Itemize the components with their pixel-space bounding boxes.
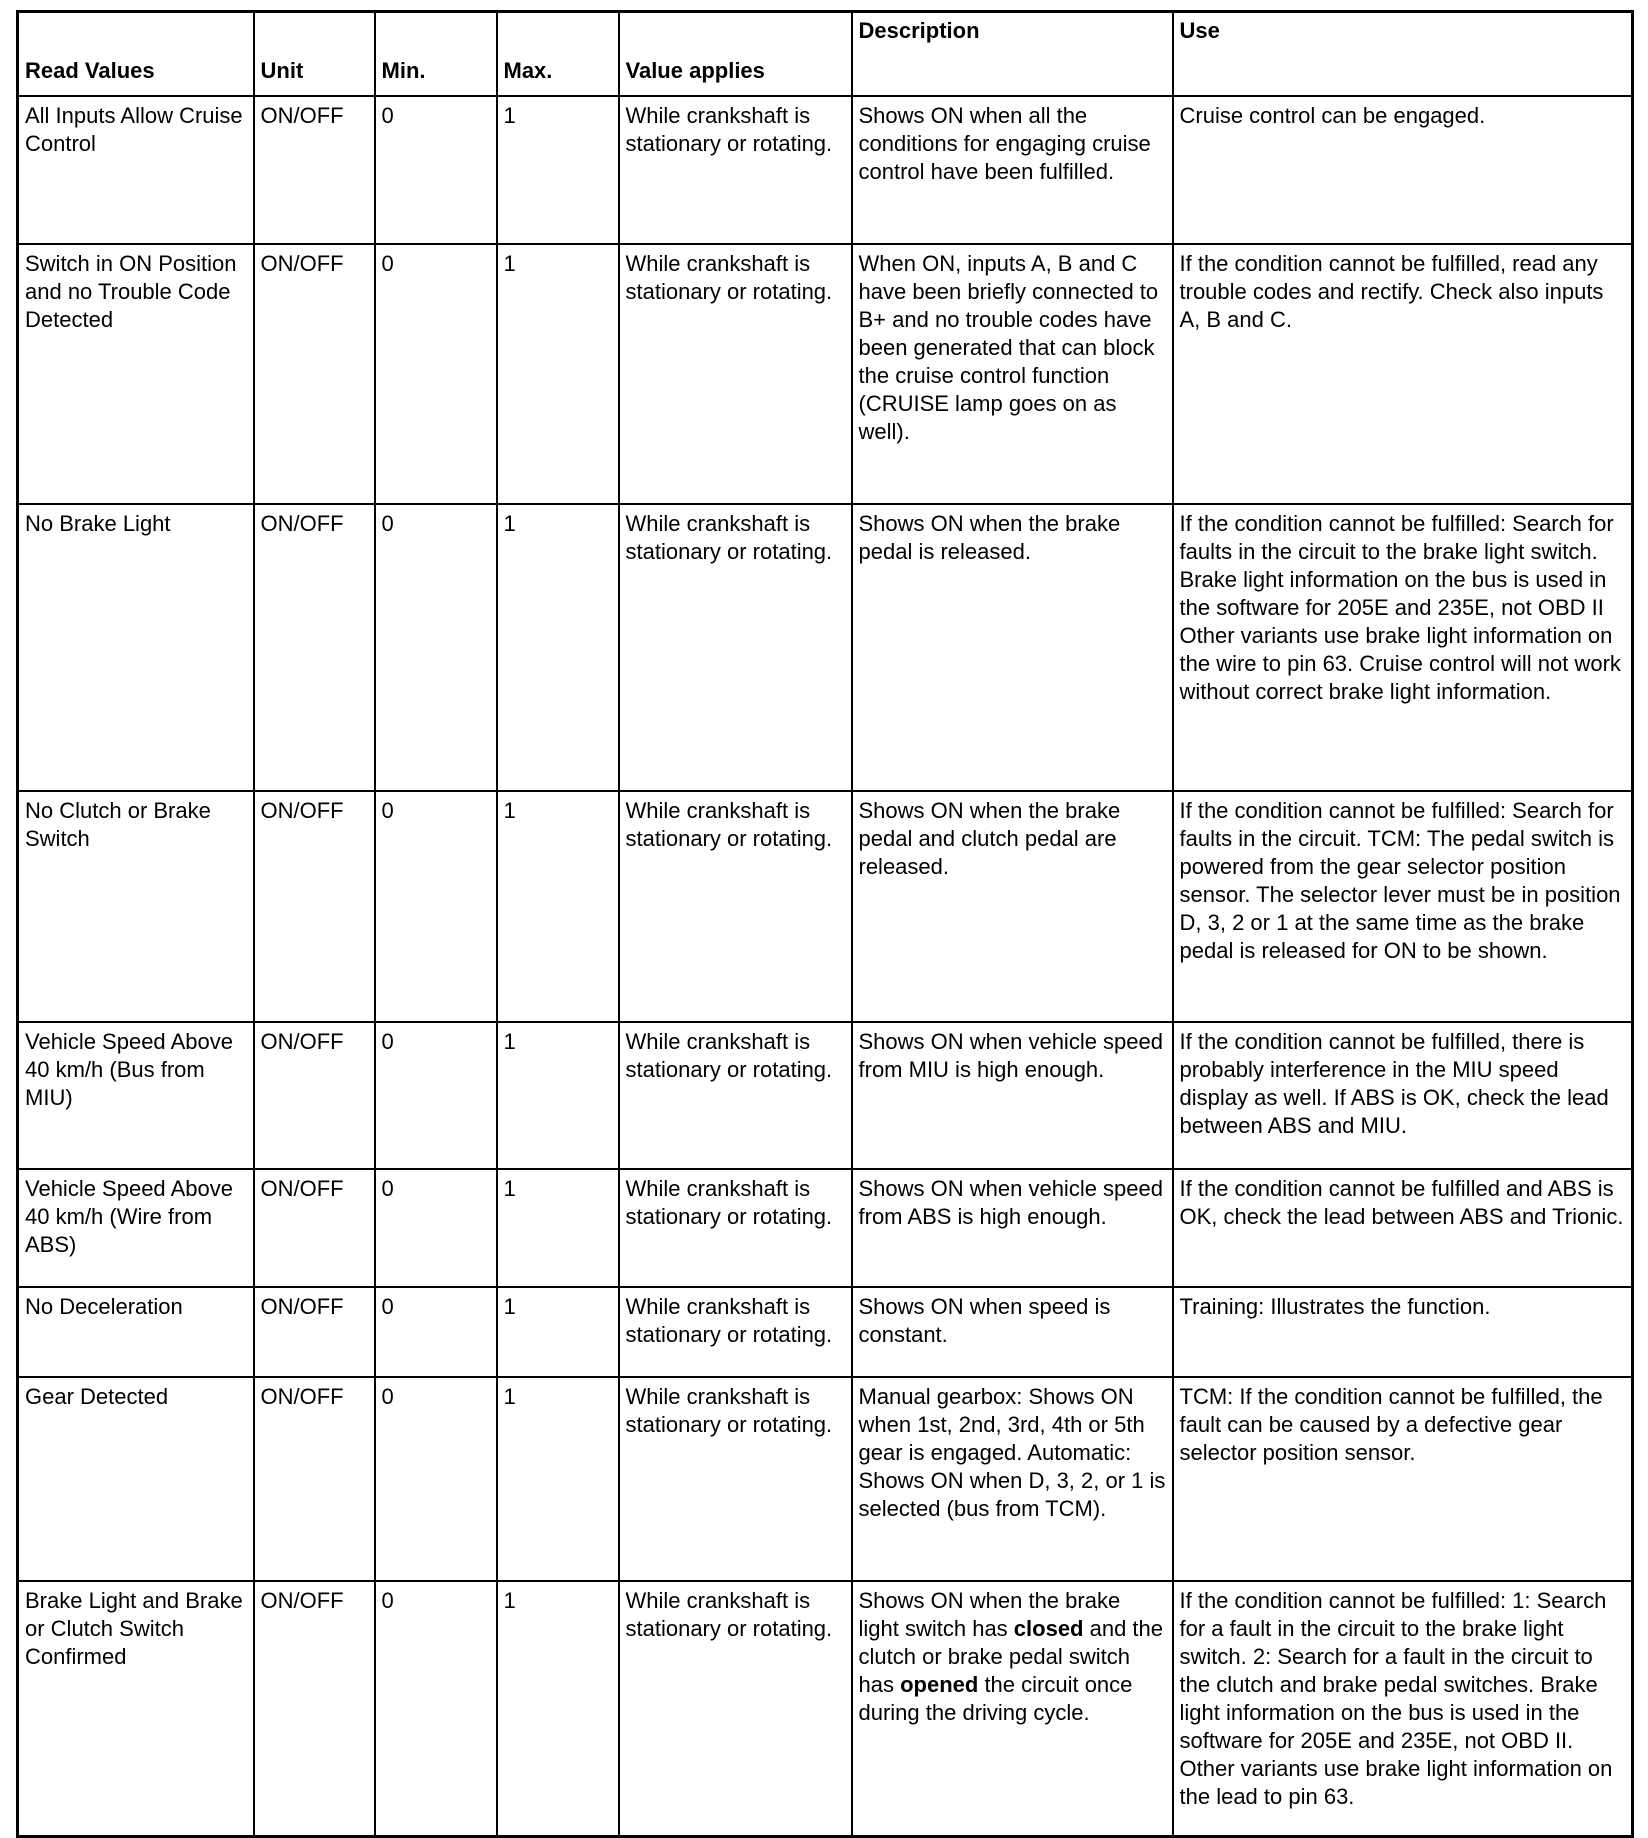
cell-read-value: Vehicle Speed Above 40 km/h (Wire from ABS) [18, 1169, 254, 1287]
cell-use: If the condition cannot be fulfilled, read any trouble codes and rectify. Check also inputs A, B and C. [1173, 244, 1633, 504]
cell-value-applies: While crankshaft is stationary or rotating. [619, 1581, 852, 1836]
cell-read-value: No Brake Light [18, 504, 254, 791]
cell-min: 0 [375, 1581, 497, 1836]
header-row [18, 12, 1633, 97]
header-description: Description [852, 12, 1173, 97]
cell-unit: ON/OFF [254, 504, 375, 791]
cell-value-applies: While crankshaft is stationary or rotating. [619, 96, 852, 244]
cell-unit: ON/OFF [254, 1377, 375, 1581]
cell-description: Shows ON when the brake pedal and clutch pedal are released. [852, 791, 1173, 1022]
table-row [18, 1581, 1633, 1836]
cell-min: 0 [375, 1022, 497, 1169]
cell-unit: ON/OFF [254, 96, 375, 244]
cell-value-applies: While crankshaft is stationary or rotating. [619, 1377, 852, 1581]
cell-unit: ON/OFF [254, 791, 375, 1022]
table-row [18, 96, 1633, 244]
header-max: Max. [497, 12, 619, 97]
cell-max: 1 [497, 244, 619, 504]
cell-read-value: Vehicle Speed Above 40 km/h (Bus from MIU) [18, 1022, 254, 1169]
cell-description: Shows ON when vehicle speed from ABS is high enough. [852, 1169, 1173, 1287]
header-min: Min. [375, 12, 497, 97]
cell-value-applies: While crankshaft is stationary or rotating. [619, 1287, 852, 1377]
cell-description: Shows ON when all the conditions for engaging cruise control have been fulfilled. [852, 96, 1173, 244]
cell-read-value: Gear Detected [18, 1377, 254, 1581]
cell-use: TCM: If the condition cannot be fulfilled, the fault can be caused by a defective gear selector position sensor. [1173, 1377, 1633, 1581]
cell-use: If the condition cannot be fulfilled and ABS is OK, check the lead between ABS and Trionic. [1173, 1169, 1633, 1287]
cell-value-applies: While crankshaft is stationary or rotating. [619, 504, 852, 791]
description-text: the circuit once during the driving cycle. [858, 1672, 1133, 1725]
cell-use: If the condition cannot be fulfilled: Search for faults in the circuit. TCM: The pedal switch is powered from the gear selector position sensor. The selector lever must be in position D, 3, 2 or 1 at the same time as the brake pedal is released for ON to be shown. [1173, 791, 1633, 1022]
table-row [18, 1377, 1633, 1581]
cell-max: 1 [497, 1581, 619, 1836]
cell-read-value: No Deceleration [18, 1287, 254, 1377]
cell-description [852, 1581, 1173, 1836]
cell-use: If the condition cannot be fulfilled: Search for faults in the circuit to the brake light switch. Brake light information on the bus is used in the software for 205E and 235E, not OBD II Other variants use brake light information on the wire to pin 63. Cruise control will not work without correct brake light information. [1173, 504, 1633, 791]
table-row [18, 1169, 1633, 1287]
cell-min: 0 [375, 1287, 497, 1377]
cell-unit: ON/OFF [254, 244, 375, 504]
cell-value-applies: While crankshaft is stationary or rotating. [619, 791, 852, 1022]
table-row [18, 1287, 1633, 1377]
cell-min: 0 [375, 244, 497, 504]
cell-unit: ON/OFF [254, 1022, 375, 1169]
header-value-applies: Value applies [619, 12, 852, 97]
cell-use: Cruise control can be engaged. [1173, 96, 1633, 244]
header-read-values: Read Values [18, 12, 254, 97]
header-unit: Unit [254, 12, 375, 97]
cell-unit: ON/OFF [254, 1287, 375, 1377]
cell-max: 1 [497, 504, 619, 791]
cell-max: 1 [497, 1169, 619, 1287]
description-emphasis: closed [1013, 1616, 1084, 1641]
cell-read-value: All Inputs Allow Cruise Control [18, 96, 254, 244]
read-values-table [16, 10, 1634, 1838]
cell-use: If the condition cannot be fulfilled, there is probably interference in the MIU speed display as well. If ABS is OK, check the lead between ABS and MIU. [1173, 1022, 1633, 1169]
table-header [18, 12, 1633, 97]
cell-description: Shows ON when speed is constant. [852, 1287, 1173, 1377]
cell-description: Shows ON when the brake pedal is released. [852, 504, 1173, 791]
cell-min: 0 [375, 1377, 497, 1581]
cell-min: 0 [375, 504, 497, 791]
table-row [18, 244, 1633, 504]
cell-max: 1 [497, 1377, 619, 1581]
cell-read-value: Switch in ON Position and no Trouble Code Detected [18, 244, 254, 504]
cell-use: Training: Illustrates the function. [1173, 1287, 1633, 1377]
cell-read-value: No Clutch or Brake Switch [18, 791, 254, 1022]
cell-max: 1 [497, 791, 619, 1022]
cell-unit: ON/OFF [254, 1169, 375, 1287]
table-row [18, 1022, 1633, 1169]
cell-description: Shows ON when vehicle speed from MIU is high enough. [852, 1022, 1173, 1169]
cell-min: 0 [375, 1169, 497, 1287]
cell-description: Manual gearbox: Shows ON when 1st, 2nd, 3rd, 4th or 5th gear is engaged. Automatic: Shows ON when D, 3, 2, or 1 is selected (bus from TCM). [852, 1377, 1173, 1581]
cell-read-value: Brake Light and Brake or Clutch Switch Confirmed [18, 1581, 254, 1836]
description-text: and the clutch or brake pedal switch has [858, 1616, 1164, 1697]
cell-max: 1 [497, 1022, 619, 1169]
cell-max: 1 [497, 1287, 619, 1377]
table-body [18, 96, 1633, 1836]
table-row [18, 791, 1633, 1022]
cell-min: 0 [375, 791, 497, 1022]
cell-unit: ON/OFF [254, 1581, 375, 1836]
cell-min: 0 [375, 96, 497, 244]
cell-value-applies: While crankshaft is stationary or rotating. [619, 244, 852, 504]
cell-value-applies: While crankshaft is stationary or rotating. [619, 1169, 852, 1287]
description-emphasis: opened [900, 1672, 979, 1697]
table-row [18, 504, 1633, 791]
cell-use: If the condition cannot be fulfilled: 1: Search for a fault in the circuit to the brake light switch. 2: Search for a fault in the circuit to the clutch and brake pedal switches. Brake light information on the bus is used in the software for 205E and 235E, not OBD II. Other variants use brake light information on the lead to pin 63. [1173, 1581, 1633, 1836]
description-text: Shows ON when the brake light switch has [858, 1588, 1121, 1641]
cell-value-applies: While crankshaft is stationary or rotating. [619, 1022, 852, 1169]
cell-description: When ON, inputs A, B and C have been briefly connected to B+ and no trouble codes have been generated that can block the cruise control function (CRUISE lamp goes on as well). [852, 244, 1173, 504]
header-use: Use [1173, 12, 1633, 97]
cell-max: 1 [497, 96, 619, 244]
